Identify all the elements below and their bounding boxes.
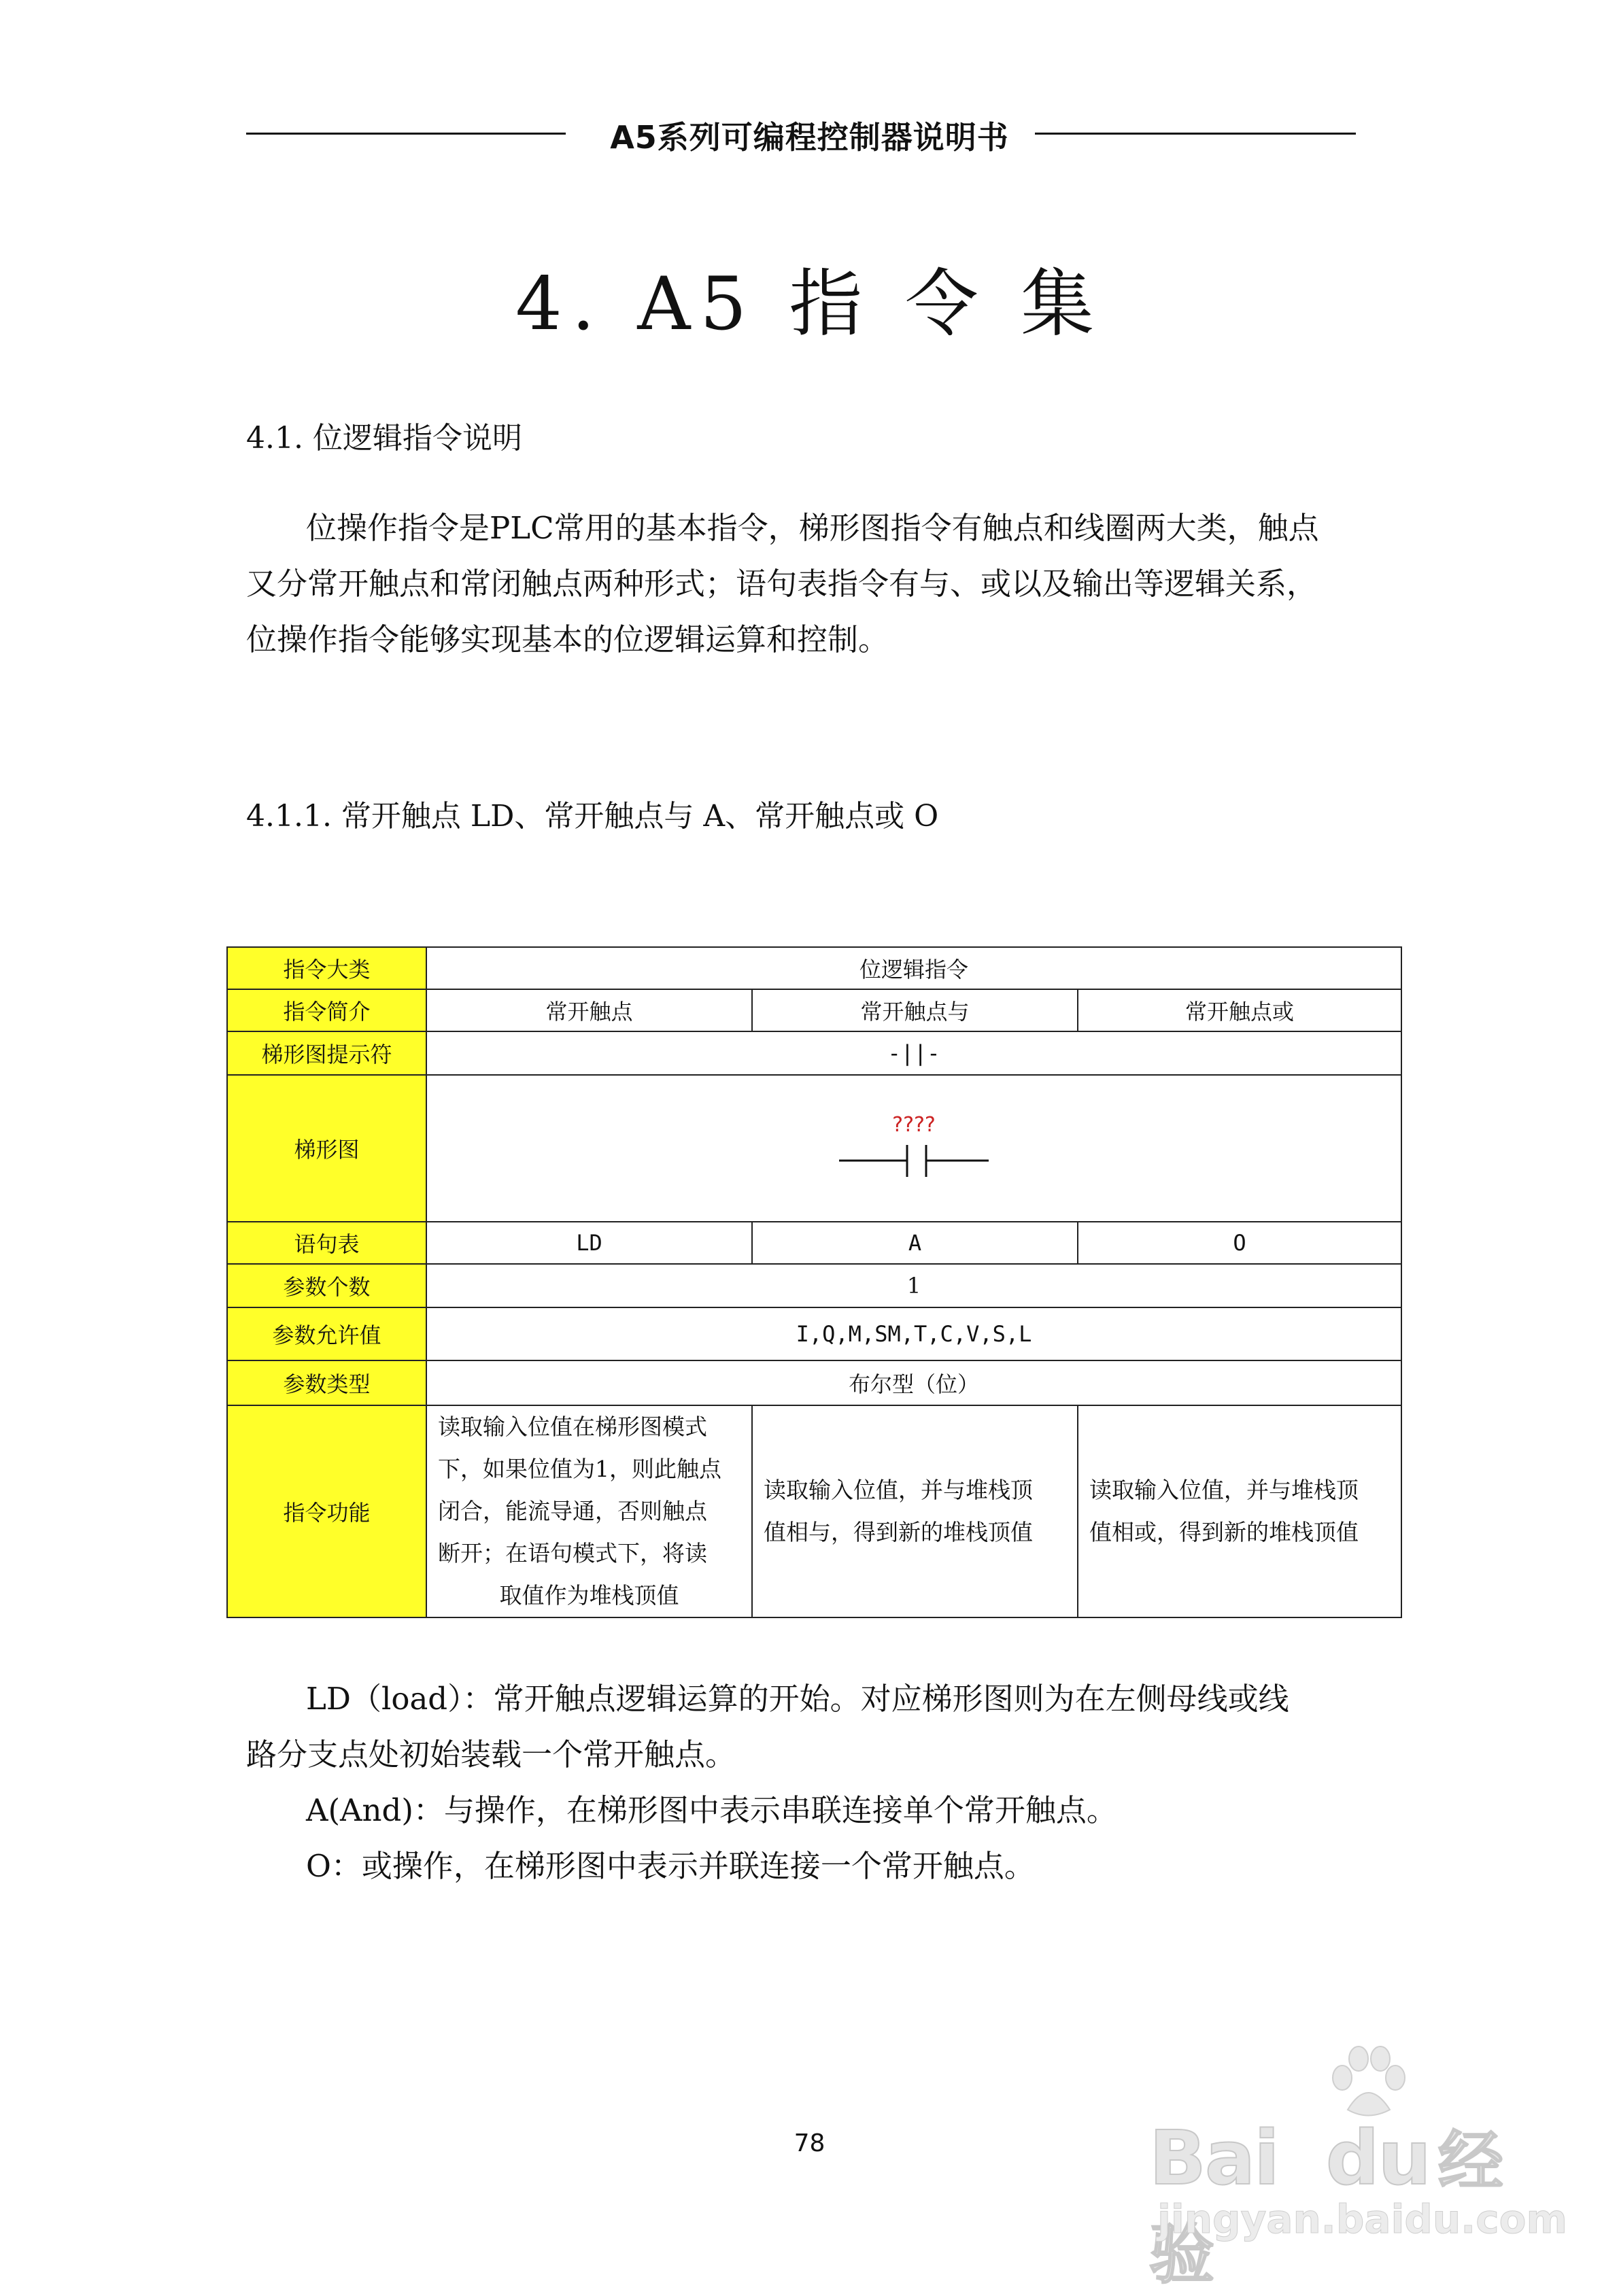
table-row xyxy=(227,1222,1401,1264)
table-row xyxy=(227,1075,1401,1222)
function-o-cell xyxy=(1078,1405,1401,1617)
text-line: 取值作为堆栈顶值 xyxy=(499,1582,679,1609)
ladder-symbol: -||- xyxy=(426,1031,1401,1075)
table-cell: I,Q,M,SM,T,C,V,S,L xyxy=(426,1307,1401,1360)
row-label: 梯形图 xyxy=(227,1075,426,1222)
table-cell: 1 xyxy=(426,1264,1401,1307)
table-row xyxy=(227,1307,1401,1360)
table-cell: O xyxy=(1078,1222,1401,1264)
table-cell: A xyxy=(752,1222,1078,1264)
text-line: 读取输入位值，并与堆栈顶 xyxy=(1089,1477,1359,1503)
paragraph-line: 又分常开触点和常闭触点两种形式；语句表指令有与、或以及输出等逻辑关系， xyxy=(246,566,1318,602)
text-line: 值相与，得到新的堆栈顶值 xyxy=(764,1519,1033,1545)
contact-operand: ???? xyxy=(892,1113,936,1137)
section-4-1-paragraph xyxy=(246,500,1395,668)
function-a-cell xyxy=(752,1405,1078,1617)
watermark xyxy=(1149,2045,1567,2293)
header-title: A5系列可编程控制器说明书 xyxy=(610,119,1009,156)
note-o-line: O：或操作，在梯形图中表示并联连接一个常开触点。 xyxy=(306,1848,1035,1884)
notes-block xyxy=(246,1671,1395,1894)
note-ld-line: LD（load）：常开触点逻辑运算的开始。对应梯形图则为在左侧母线或线 xyxy=(306,1681,1289,1717)
row-label: 参数允许值 xyxy=(227,1307,426,1360)
note-a-line: A(And)：与操作，在梯形图中表示串联连接单个常开触点。 xyxy=(306,1792,1117,1828)
table-cell: 常开触点或 xyxy=(1078,989,1401,1031)
paragraph-line: 位操作指令是PLC常用的基本指令，梯形图指令有触点和线圈两大类，触点 xyxy=(306,510,1319,546)
watermark-brand-suffix: 经验 xyxy=(1149,2123,1502,2293)
note-ld-line: 路分支点处初始装载一个常开触点。 xyxy=(246,1736,736,1772)
table-cell: 位逻辑指令 xyxy=(426,947,1401,989)
ladder-diagram xyxy=(771,1097,1057,1199)
row-label: 指令功能 xyxy=(227,1405,426,1617)
text-line: 读取输入位值，并与堆栈顶 xyxy=(764,1477,1033,1503)
table-row xyxy=(227,1264,1401,1307)
table-row xyxy=(227,947,1401,989)
table-cell: 常开触点与 xyxy=(752,989,1078,1031)
instruction-table xyxy=(226,946,1402,1618)
ladder-diagram-cell xyxy=(426,1075,1401,1222)
row-label: 参数类型 xyxy=(227,1360,426,1405)
section-heading-4-1: 4.1. 位逻辑指令说明 xyxy=(246,421,522,456)
section-heading-4-1-1: 4.1.1. 常开触点 LD、常开触点与 A、常开触点或 O xyxy=(246,799,939,834)
page-number: 78 xyxy=(794,2129,825,2157)
table-row xyxy=(227,1360,1401,1405)
paragraph-line: 位操作指令能够实现基本的位逻辑运算和控制。 xyxy=(246,621,889,657)
row-label: 指令简介 xyxy=(227,989,426,1031)
table-cell: 布尔型（位） xyxy=(426,1360,1401,1405)
row-label: 参数个数 xyxy=(227,1264,426,1307)
table-cell: 常开触点 xyxy=(426,989,752,1031)
text-line: 下，如果位值为1，则此触点 xyxy=(438,1456,721,1482)
text-line: 断开；在语句模式下，将读 xyxy=(438,1540,707,1566)
table-row xyxy=(227,989,1401,1031)
table-row xyxy=(227,1031,1401,1075)
table-cell: LD xyxy=(426,1222,752,1264)
paw-icon xyxy=(1327,2045,1409,2120)
row-label: 指令大类 xyxy=(227,947,426,989)
table-row xyxy=(227,1405,1401,1617)
row-label: 语句表 xyxy=(227,1222,426,1264)
row-label: 梯形图提示符 xyxy=(227,1031,426,1075)
chapter-title: 4. A5 指 令 集 xyxy=(515,262,1104,347)
watermark-url: jingyan.baidu.com xyxy=(1157,2196,1567,2242)
watermark-brand-end: du xyxy=(1325,2114,1430,2201)
header-rule-right xyxy=(1035,133,1356,135)
watermark-brand-start: Bai xyxy=(1149,2114,1278,2201)
function-ld-cell xyxy=(426,1405,752,1617)
text-line: 读取输入位值在梯形图模式 xyxy=(438,1413,707,1440)
text-line: 闭合，能流导通，否则触点 xyxy=(438,1498,707,1524)
text-line: 值相或，得到新的堆栈顶值 xyxy=(1089,1519,1359,1545)
